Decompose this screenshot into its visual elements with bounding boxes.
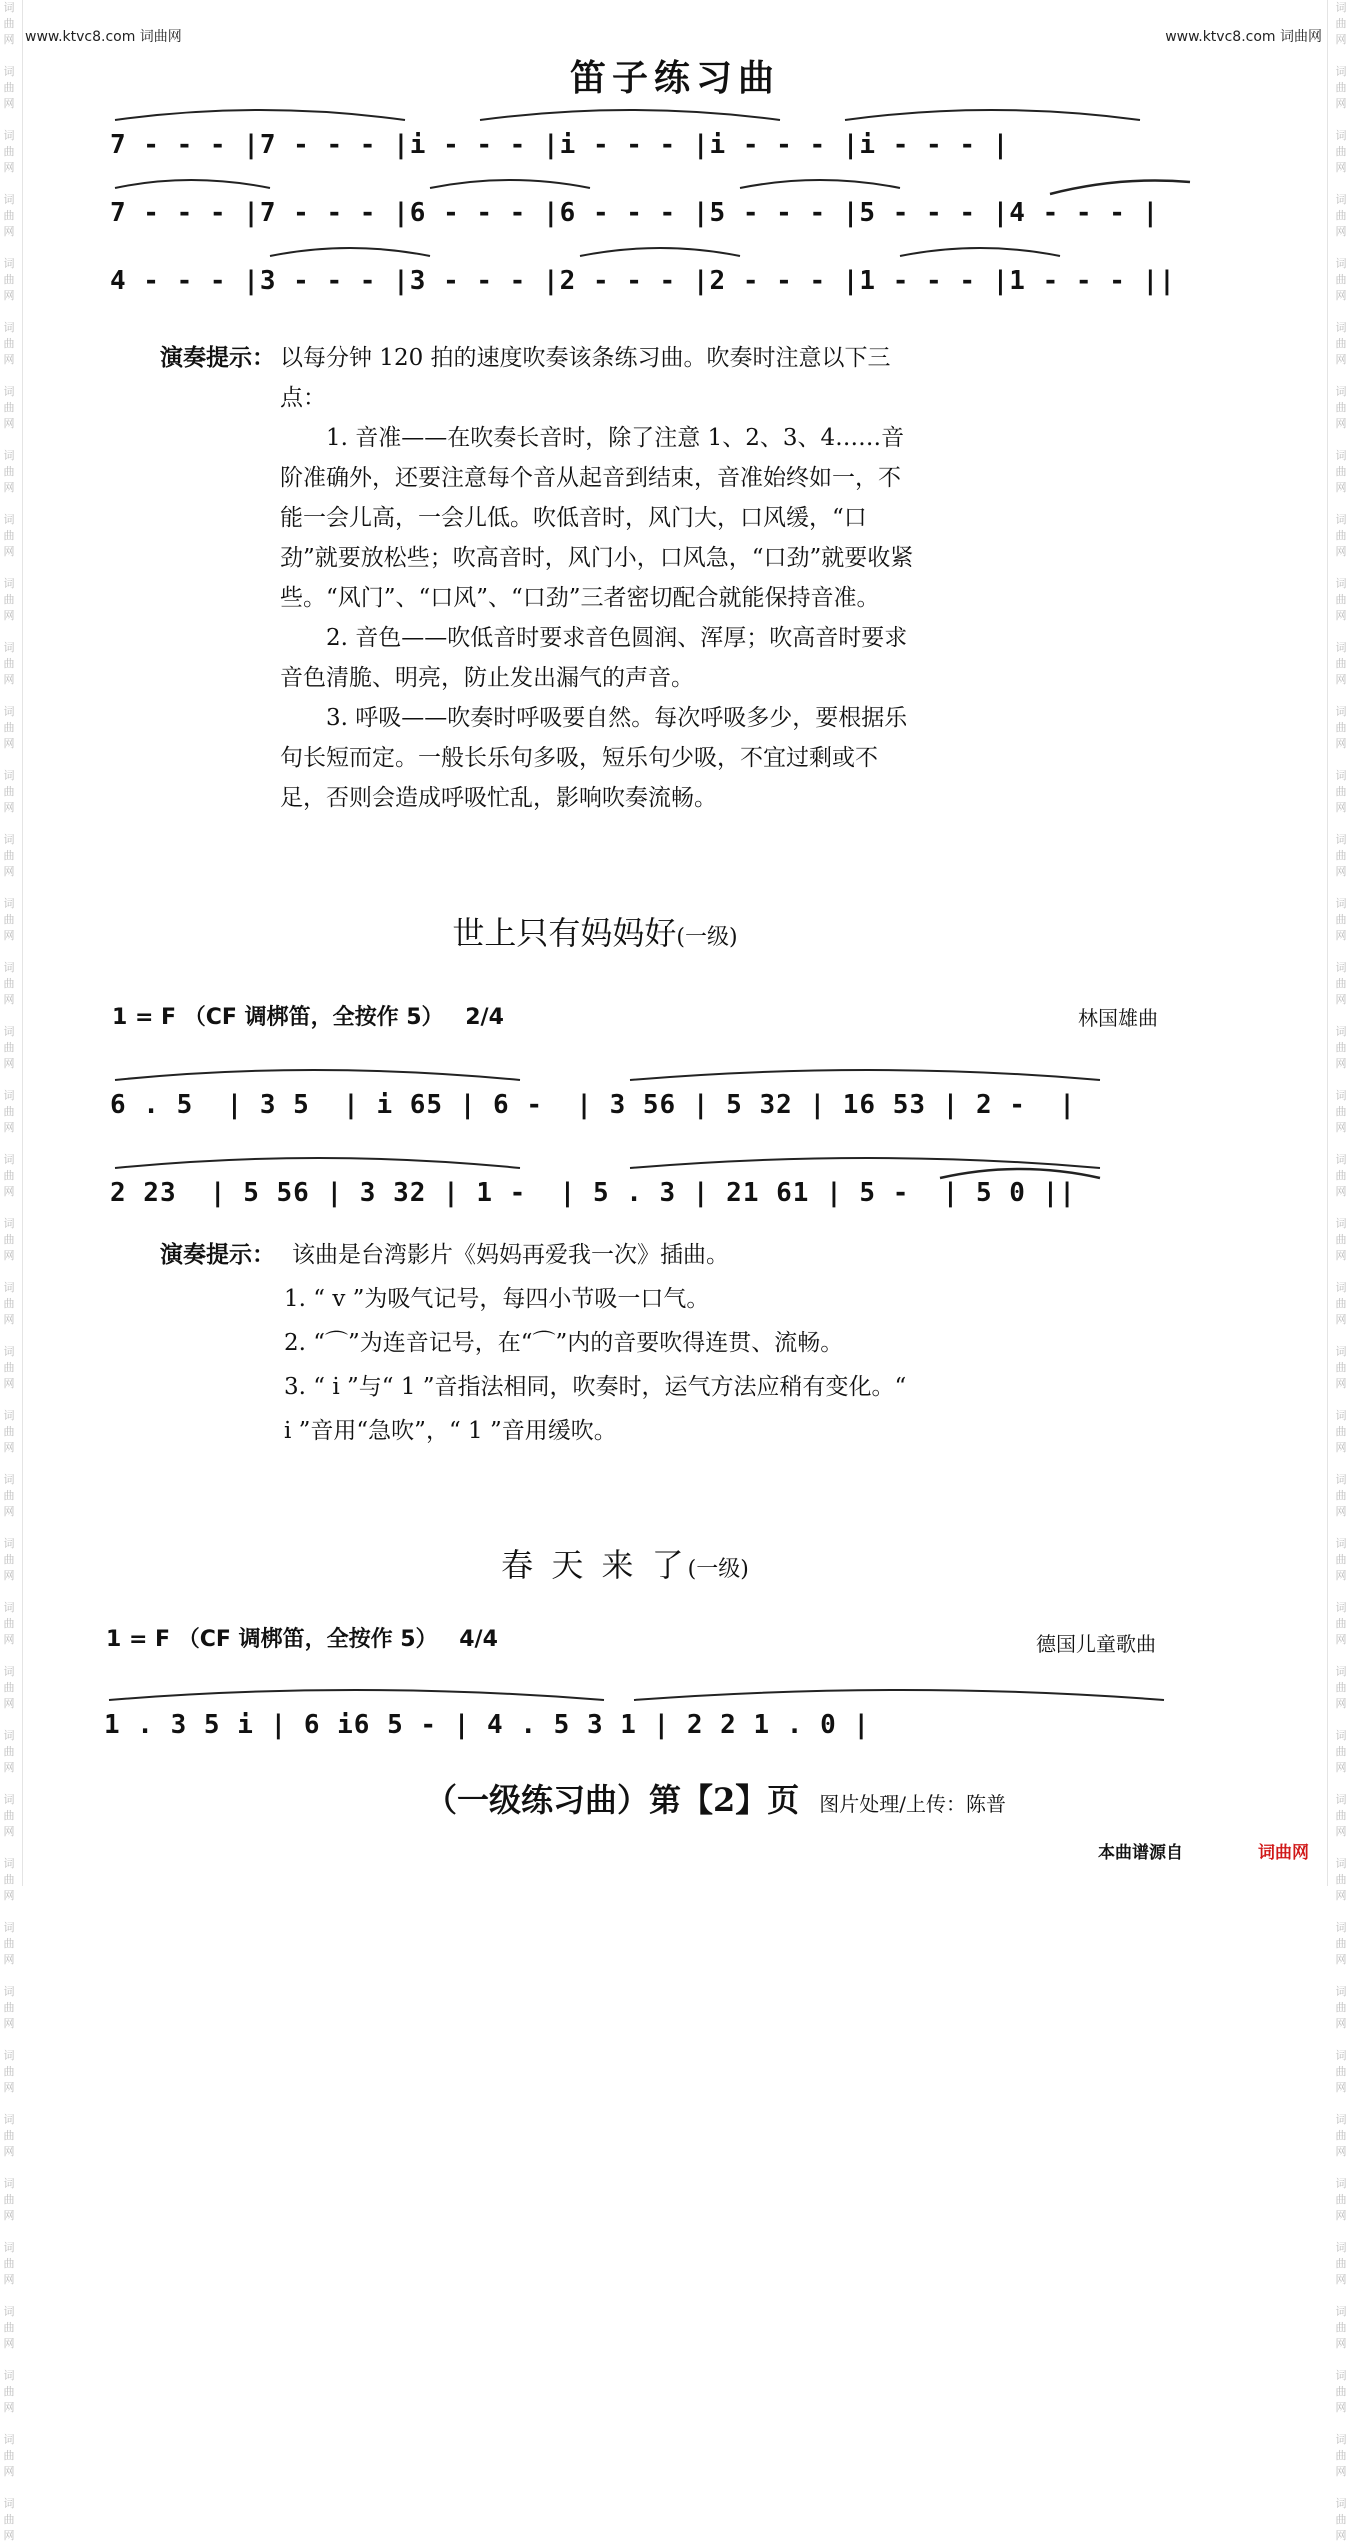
- source-site-link[interactable]: 词曲网: [1258, 1843, 1309, 1863]
- hint-line-2: 1. “ v ”为吸气记号，每四小节吸一口气。: [284, 1286, 710, 1312]
- hint-paragraph-intro: 以每分钟 120 拍的速度吹奏该条练习曲。吹奏时注意以下三点：: [280, 345, 891, 411]
- piece3-line-1: [104, 1680, 1194, 1750]
- header-left-site: www.ktvc8.com 词曲网: [25, 29, 182, 45]
- piece1-line-3: [110, 236, 1200, 306]
- source-label: 本曲谱源自: [1098, 1843, 1183, 1863]
- right-divider: [1327, 0, 1328, 1886]
- piece3-title-row: [0, 1540, 1300, 1586]
- piece3-level: (一级): [687, 1557, 749, 1582]
- piece2-level: (一级): [676, 925, 738, 950]
- footer-credit: 图片处理/上传：陈普: [819, 1792, 1007, 1816]
- piece1-line-2: [110, 168, 1200, 238]
- notation-text: 2 23 | 5 56 | 3 32 | 1 - | 5 . 3 | 21 61 | 5 - | 5 0 ||: [110, 1178, 1076, 1208]
- piece1-hint: [160, 338, 920, 818]
- notation-text: 7 - - - |7 - - - |i - - - |i - - - |i - - - |i - - - |: [110, 130, 1010, 160]
- header-right-site: www.ktvc8.com 词曲网: [1165, 29, 1322, 45]
- piece2-key: [112, 1000, 504, 1031]
- piece2-hint: [160, 1233, 920, 1453]
- piece2-title: 世上只有妈妈好: [452, 914, 677, 952]
- footer-title: （一级练习曲）第【2】页: [425, 1781, 800, 1819]
- piece1-title: 笛子练习曲: [569, 57, 780, 99]
- right-watermark-strip: 词 曲 网 词 曲 网 词 曲 网 词 曲 网 词 曲 网 词 曲 网 词 曲 网 词 曲 网 词 曲 网 词 曲 网 词 曲 网 词 曲 网 词 曲 网 词 曲 网 词 曲 网 词 曲 网 词 曲 网 词 曲 网 词 曲 网 词 曲 网 词 曲 网 词 曲 网 词 曲 网 词 曲 网 词 曲 网 词 曲 网 词 曲 网 词 曲 网 词 曲 网 词 曲 网 词 曲 网 词 曲 网 词 曲 网 词 曲 网 词 曲 网 词 曲 网 词 曲 网 词 曲 网 词 曲 网 词 曲 网: [1335, 1, 1347, 2542]
- hint-line-4: 3. “ i ”与“ 1 ”音指法相同，吹奏时，运气方法应稍有变化。“ i ”音用“急吹”，“ 1 ”音用缓吹。: [284, 1374, 907, 1444]
- hint-paragraph-intonation: 1. 音准——在吹奏长音时，除了注意 1、2、3、4……音阶准确外，还要注意每个音从起音到结束，音准始终如一，不能一会儿高，一会儿低。吹低音时，风门大，口风缓，“口劲”就要放松些；吹高音时，风门小，口风急，“口劲”就要收紧些。“风门”、“口风”、“口劲”三者密切配合就能保持音准。: [280, 425, 914, 611]
- key-signature: 1 = F （CF 调梆笛，全按作 5）: [106, 1627, 438, 1652]
- time-signature: 4/4: [459, 1627, 498, 1652]
- hint-paragraph-tone: 2. 音色——吹低音时要求音色圆润、浑厚；吹高音时要求音色清脆、明亮，防止发出漏气的声音。: [280, 625, 908, 691]
- hint-label: 演奏提示：: [160, 345, 275, 371]
- hint-label: 演奏提示：: [160, 1242, 275, 1268]
- left-watermark-strip: 词 曲 网 词 曲 网 词 曲 网 词 曲 网 词 曲 网 词 曲 网 词 曲 网 词 曲 网 词 曲 网 词 曲 网 词 曲 网 词 曲 网 词 曲 网 词 曲 网 词 曲 网 词 曲 网 词 曲 网 词 曲 网 词 曲 网 词 曲 网 词 曲 网 词 曲 网 词 曲 网 词 曲 网 词 曲 网 词 曲 网 词 曲 网 词 曲 网 词 曲 网 词 曲 网 词 曲 网 词 曲 网 词 曲 网 词 曲 网 词 曲 网 词 曲 网 词 曲 网 词 曲 网 词 曲 网 词 曲 网: [3, 1, 15, 2542]
- time-signature: 2/4: [465, 1005, 504, 1030]
- key-signature: 1 = F （CF 调梆笛，全按作 5）: [112, 1005, 444, 1030]
- piece2-line-2: [110, 1148, 1200, 1218]
- piece3-composer: 德国儿童歌曲: [1036, 1632, 1156, 1656]
- piece3-key: [106, 1622, 498, 1653]
- page-footer: [425, 1775, 1006, 1821]
- piece2-composer: 林国雄曲: [1078, 1006, 1158, 1030]
- hint-line-3: 2. “⌒”为连音记号，在“⌒”内的音要吹得连贯、流畅。: [284, 1330, 844, 1356]
- hint-line-1: 该曲是台湾影片《妈妈再爱我一次》插曲。: [292, 1242, 729, 1268]
- notation-text: 7 - - - |7 - - - |6 - - - |6 - - - |5 - - - |5 - - - |4 - - - |: [110, 198, 1160, 228]
- notation-text: 1 . 3 5 i | 6 i6 5 - | 4 . 5 3 1 | 2 2 1 . 0 |: [104, 1710, 871, 1740]
- piece2-title-row: [0, 908, 1270, 954]
- hint-paragraph-breath: 3. 呼吸——吹奏时呼吸要自然。每次呼吸多少，要根据乐句长短而定。一般长乐句多吸，短乐句少吸，不宜过剩或不足，否则会造成呼吸忙乱，影响吹奏流畅。: [280, 705, 908, 811]
- notation-text: 6 . 5 | 3 5 | i 65 | 6 - | 3 56 | 5 32 | 16 53 | 2 - |: [110, 1090, 1076, 1120]
- notation-text: 4 - - - |3 - - - |3 - - - |2 - - - |2 - - - |1 - - - |1 - - - ||: [110, 266, 1176, 296]
- piece3-title: 春 天 来 了: [501, 1546, 688, 1584]
- piece2-line-1: [110, 1060, 1200, 1130]
- piece1-line-1: [110, 100, 1200, 170]
